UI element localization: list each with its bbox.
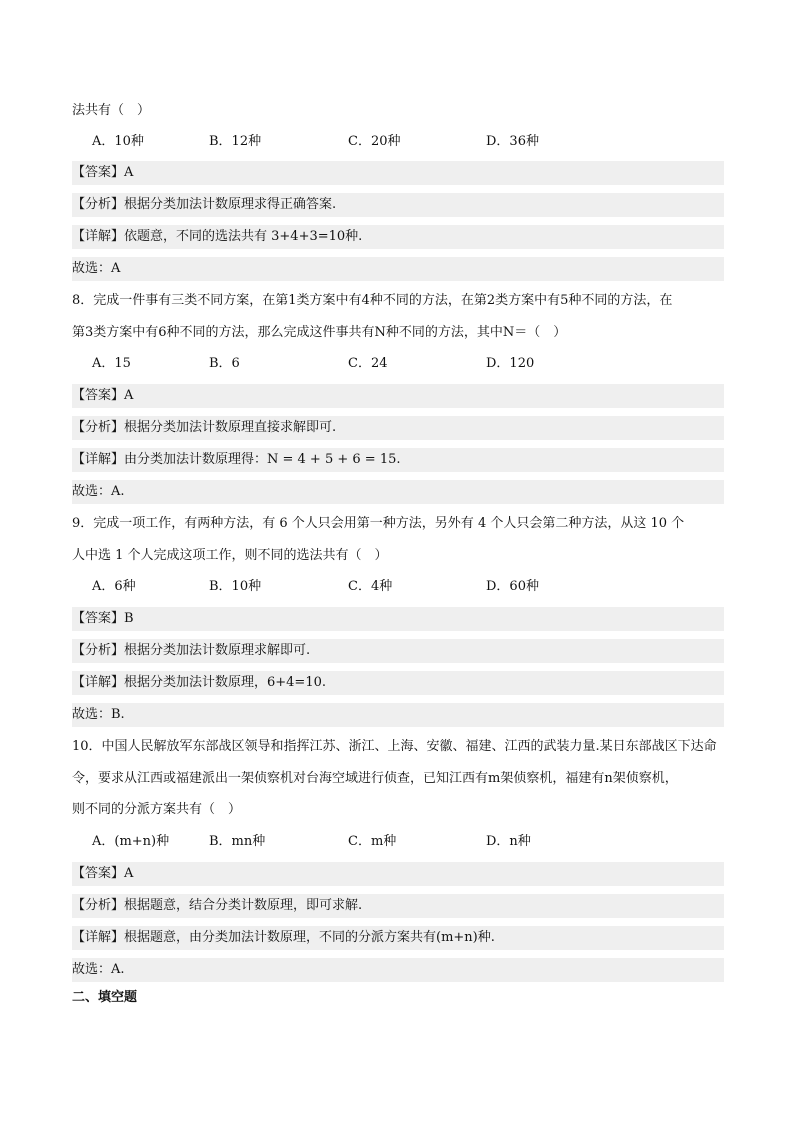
question-9-answer: 【答案】B [72,607,724,631]
question-10-options [92,830,732,854]
question-8-choice: 故选：A. [72,480,724,504]
option-b: B．10种 [209,579,262,594]
question-8-options [92,352,732,376]
question-8-stem-line1: 8．完成一件事有三类不同方案，在第1类方案中有4种不同的方法，在第2类方案中有5种不同的方法，在 [72,293,673,308]
question-7-analysis: 【分析】根据分类加法计数原理求得正确答案. [72,193,724,217]
question-9-stem-line1: 9．完成一项工作，有两种方法，有 6 个人只会用第一种方法，另外有 4 个人只会第二种方法，从这 10 个 [72,516,685,531]
option-c: C．24 [348,356,388,371]
option-c: C．4种 [348,579,393,594]
question-8-stem-line2: 第3类方案中有6种不同的方法，那么完成这件事共有N种不同的方法，其中N＝（ ） [72,325,567,340]
question-7-choice: 故选：A [72,257,724,281]
option-a: A．6种 [92,579,136,594]
option-a: A．10种 [92,134,144,149]
question-8-detail: 【详解】由分类加法计数原理得：N = 4 + 5 + 6 = 15. [72,448,724,472]
question-7-answer: 【答案】A [72,161,724,185]
question-9-stem-line2: 人中选 1 个人完成这项工作，则不同的选法共有（ ） [72,548,388,563]
question-9-options [92,575,732,599]
question-8-analysis: 【分析】根据分类加法计数原理直接求解即可. [72,416,724,440]
option-a: A．(m+n)种 [92,834,170,849]
question-8-answer: 【答案】A [72,384,724,408]
question-10-answer: 【答案】A [72,862,724,886]
question-10-analysis: 【分析】根据题意，结合分类计数原理，即可求解. [72,894,724,918]
question-9-analysis: 【分析】根据分类加法计数原理求解即可. [72,639,724,663]
question-7-stem: 法共有（ ） [72,103,151,118]
option-c: C．m种 [348,834,397,849]
question-10-stem-line3: 则不同的分派方案共有（ ） [72,802,242,817]
option-a: A．15 [92,356,131,371]
section-heading: 二、填空题 [72,990,138,1005]
option-d: D．n种 [486,834,531,849]
question-10-choice: 故选：A. [72,958,724,982]
option-d: D．36种 [486,134,539,149]
option-b: B．12种 [209,134,262,149]
question-10-detail: 【详解】根据题意，由分类加法计数原理，不同的分派方案共有(m+n)种. [72,926,724,950]
option-d: D．120 [486,356,535,371]
option-c: C．20种 [348,134,401,149]
question-7-options [92,130,732,154]
question-9-choice: 故选：B. [72,703,724,727]
option-b: B．mn种 [209,834,266,849]
question-7-detail: 【详解】依题意，不同的选法共有 3+4+3=10种. [72,225,724,249]
question-10-stem-line2: 令，要求从江西或福建派出一架侦察机对台海空域进行侦查，已知江西有m架侦察机，福建有n架侦察机， [72,771,678,786]
option-d: D．60种 [486,579,539,594]
option-b: B．6 [209,356,240,371]
question-9-detail: 【详解】根据分类加法计数原理，6+4=10. [72,671,724,695]
question-10-stem-line1: 10．中国人民解放军东部战区领导和指挥江苏、浙江、上海、安徽、福建、江西的武装力量.某日东部战区下达命 [72,739,717,754]
